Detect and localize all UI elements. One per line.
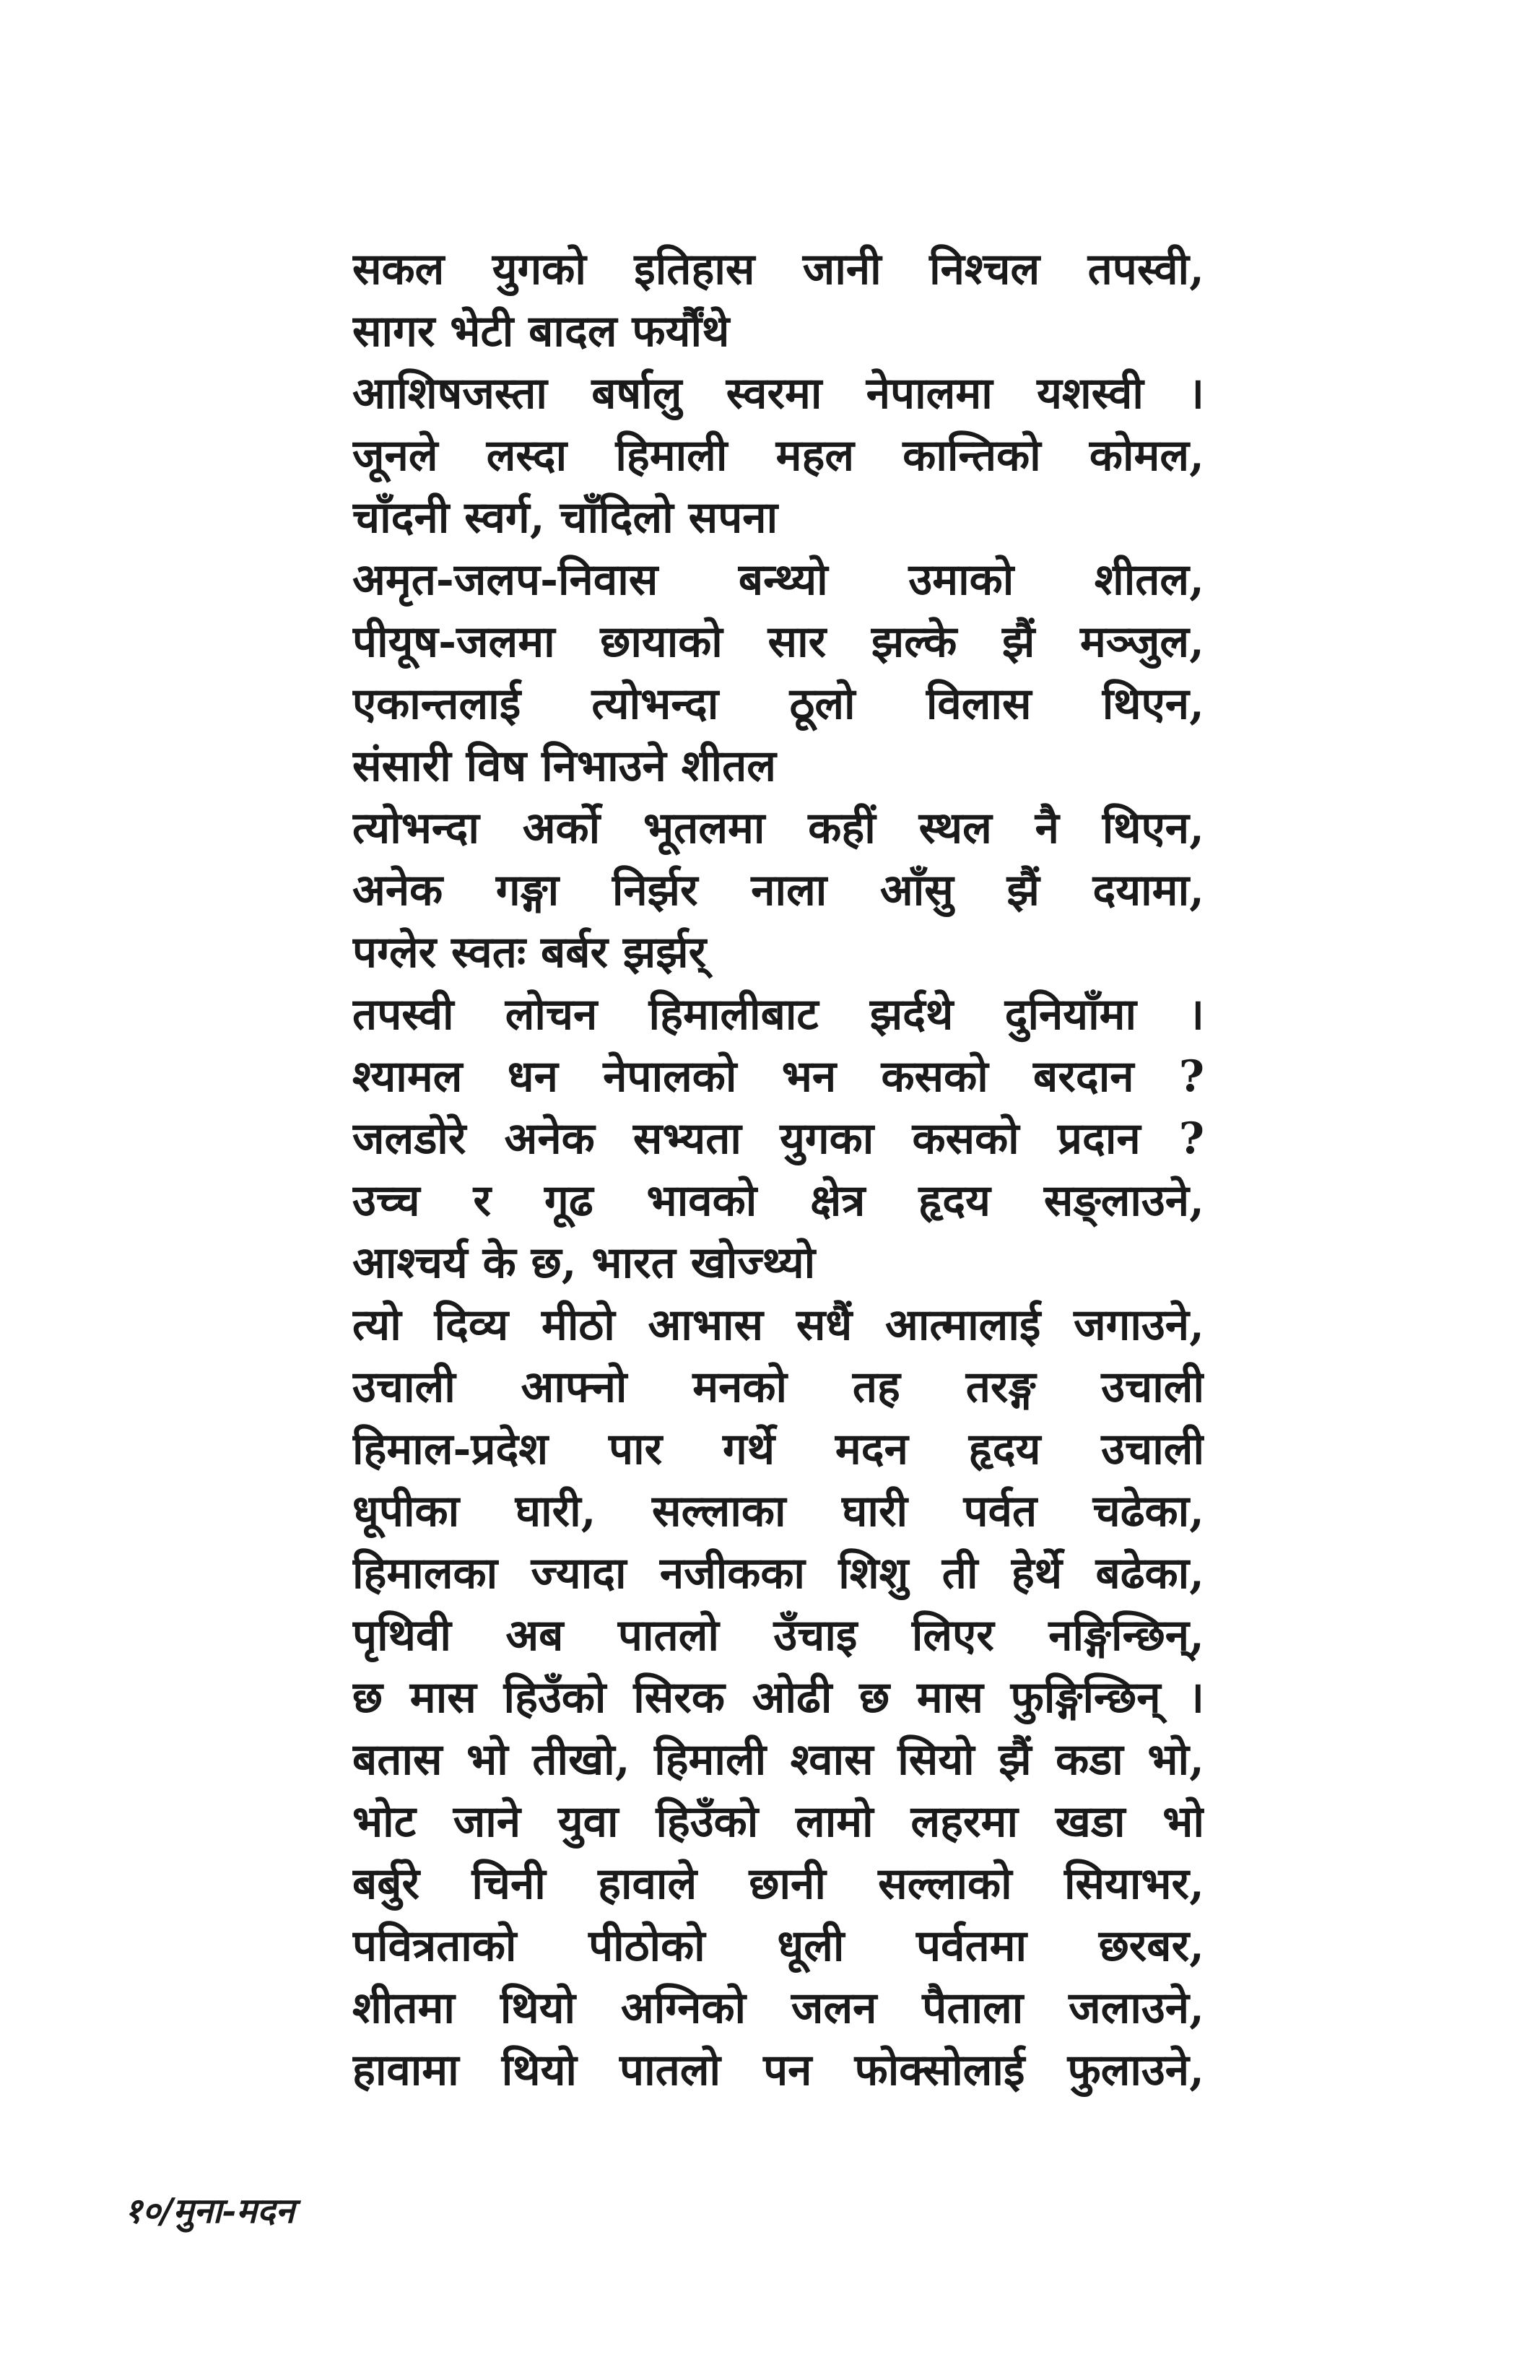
poem-line: अमृत-जलप-निवास बन्थ्यो उमाको शीतल, [352, 555, 1204, 605]
poem-line: हावामा थियो पातलो पन फोक्सोलाई फुलाउने, [352, 2045, 1204, 2095]
poem-body [352, 238, 1204, 2101]
poem-line: पीयूष-जलमा छायाको सार झल्के झैं मञ्जुल, [352, 617, 1204, 667]
poem-line: पृथिवी अब पातलो उँचाइ लिएर नङ्गिन्छिन्, [352, 1610, 1204, 1661]
poem-line: त्योभन्दा अर्को भूतलमा कहीं स्थल नै थिएन, [352, 803, 1204, 854]
poem-line: अनेक गङ्गा निर्झर नाला आँसु झैं दयामा, [352, 865, 1204, 916]
page-footer-label: १०/मुना-मदन [124, 2191, 295, 2231]
poem-line: एकान्तलाई त्योभन्दा ठूलो विलास थिएन, [352, 679, 1204, 729]
poem-line: बतास भो तीखो, हिमाली श्वास सियो झैं कडा भो, [352, 1734, 1204, 1785]
poem-line: हिमाल-प्रदेश पार गर्थे मदन हृदय उचाली [352, 1424, 1204, 1475]
poem-line: पग्लेर स्वतः बर्बर झर्झर् [352, 927, 707, 978]
poem-line: तपस्वी लोचन हिमालीबाट झर्दथे दुनियाँमा । [352, 989, 1204, 1040]
poem-line: शीतमा थियो अग्निको जलन पैताला जलाउने, [352, 1983, 1204, 2033]
poem-line: त्यो दिव्य मीठो आभास सधैं आत्मालाई जगाउने, [352, 1300, 1204, 1350]
poem-line: चाँदनी स्वर्ग, चाँदिलो सपना [352, 492, 778, 543]
poem-line: जूनले लस्दा हिमाली महल कान्तिको कोमल, [352, 430, 1204, 481]
poem-line: सागर भेटी बादल फर्यौंथे [352, 306, 730, 357]
poem-line: भोट जाने युवा हिउँको लामो लहरमा खडा भो [352, 1797, 1204, 1847]
poem-line: आशिषजस्ता बर्षालु स्वरमा नेपालमा यशस्वी । [352, 368, 1204, 419]
poem-line: उचाली आफ्नो मनको तह तरङ्ग उचाली [352, 1362, 1204, 1412]
poem-line: पवित्रताको पीठोको धूली पर्वतमा छरबर, [352, 1921, 1204, 1971]
poem-line: बर्बुरे चिनी हावाले छानी सल्लाको सियाभर, [352, 1859, 1204, 1909]
poem-line: आश्चर्य के छ, भारत खोज्थ्यो [352, 1238, 816, 1288]
poem-line: छ मास हिउँको सिरक ओढी छ मास फुङ्गिन्छिन् । [352, 1672, 1204, 1723]
poem-line: संसारी विष निभाउने शीतल [352, 741, 776, 791]
poem-line: उच्च र गूढ भावको क्षेत्र हृदय सङ्लाउने, [352, 1176, 1204, 1226]
poem-line: श्यामल धन नेपालको भन कसको बरदान ? [352, 1051, 1204, 1102]
poem-line: सकल युगको इतिहास जानी निश्चल तपस्वी, [352, 244, 1204, 295]
poem-line: जलडोरे अनेक सभ्यता युगका कसको प्रदान ? [352, 1113, 1204, 1164]
poem-line: हिमालका ज्यादा नजीकका शिशु ती हेर्थे बढेका, [352, 1548, 1204, 1599]
poem-line: धूपीका घारी, सल्लाका घारी पर्वत चढेका, [352, 1486, 1204, 1537]
